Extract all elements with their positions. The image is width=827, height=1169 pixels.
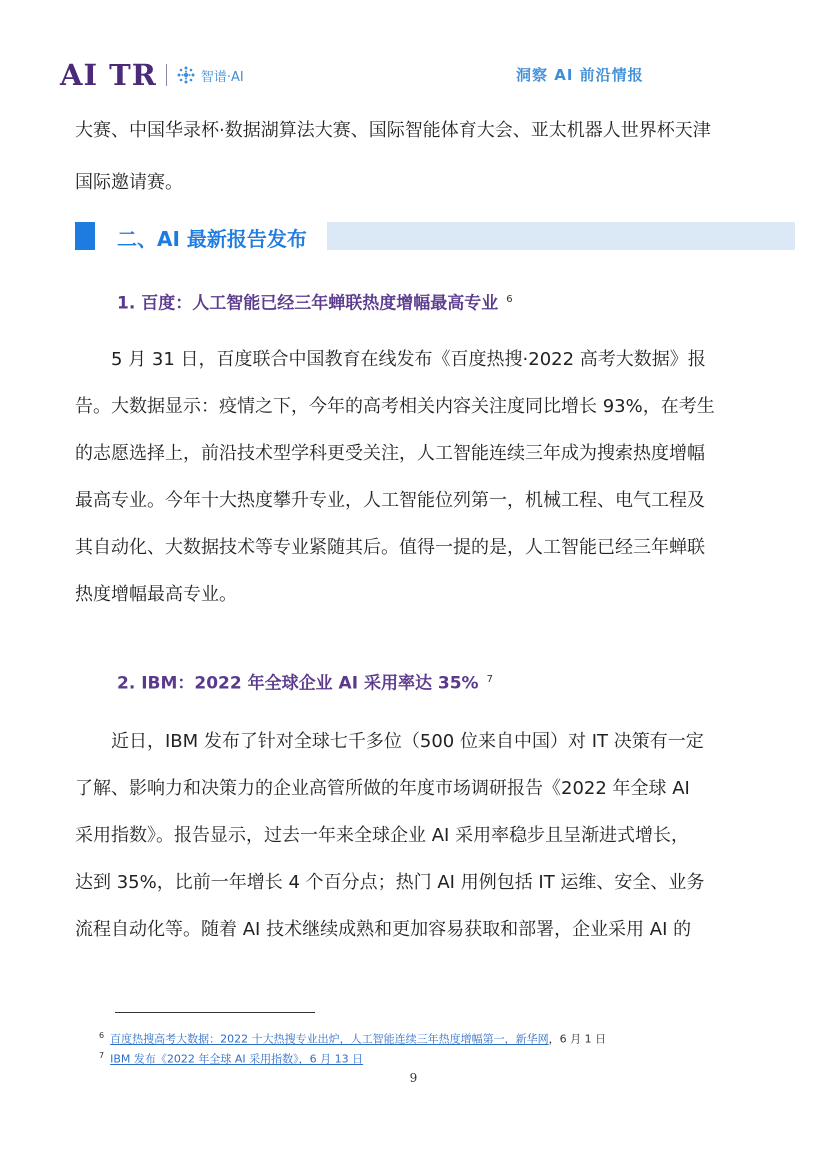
footnote-date: ，6 月 1 日 <box>548 1032 607 1046</box>
text-line: 国际邀请赛。 <box>75 172 183 193</box>
header-tagline: 洞察 AI 前沿情报 <box>516 66 644 84</box>
footnote-ref[interactable]: 6 <box>506 294 513 305</box>
text-line: 了解、影响力和决策力的企业高管所做的年度市场调研报告《2022 年全球 AI <box>75 778 690 799</box>
footnote-divider <box>115 1012 315 1013</box>
logo-sub <box>176 65 244 85</box>
text-line: 告。大数据显示：疫情之下，今年的高考相关内容关注度同比增长 93%，在考生 <box>75 396 715 417</box>
footnote-7 <box>99 1048 363 1068</box>
logo-divider <box>166 64 167 86</box>
logo-sub-text: 智谱·AI <box>200 69 244 85</box>
footnote-link[interactable]: IBM 发布《2022 年全球 AI 采用指数》，6 月 13 日 <box>110 1052 364 1066</box>
section-band <box>327 222 795 250</box>
footnote-number: 7 <box>99 1051 105 1060</box>
intro-paragraph <box>75 112 752 201</box>
section-title: 二、AI 最新报告发布 <box>117 227 307 251</box>
zhipu-logo-icon <box>176 65 196 85</box>
logo <box>60 58 244 92</box>
footnote-number: 6 <box>99 1031 105 1040</box>
footnote-ref[interactable]: 7 <box>486 674 493 685</box>
text-line: 采用指数》。报告显示，过去一年来全球企业 AI 采用率稳步且呈渐进式增长， <box>75 825 690 846</box>
footnote-link[interactable]: 百度热搜高考大数据：2022 十大热搜专业出炉，人工智能连续三年热度增幅第一，新华网 <box>110 1032 549 1046</box>
text-line: 最高专业。今年十大热度攀升专业，人工智能位列第一，机械工程、电气工程及 <box>75 490 705 511</box>
item-heading-baidu <box>117 288 513 316</box>
item-heading-text: 1. 百度：人工智能已经三年蝉联热度增幅最高专业 <box>117 293 499 314</box>
text-line: 大赛、中国华录杯·数据湖算法大赛、国际智能体育大会、亚太机器人世界杯天津 <box>75 120 711 141</box>
text-line: 5 月 31 日，百度联合中国教育在线发布《百度热搜·2022 高考大数据》报 <box>111 349 706 370</box>
text-line: 达到 35%，比前一年增长 4 个百分点；热门 AI 用例包括 IT 运维、安全、业务 <box>75 872 705 893</box>
text-line: 近日，IBM 发布了针对全球七千多位（500 位来自中国）对 IT 决策有一定 <box>111 731 704 752</box>
text-line: 的志愿选择上，前沿技术型学科更受关注，人工智能连续三年成为搜索热度增幅 <box>75 443 705 464</box>
section-marker <box>75 222 95 250</box>
item-heading-text: 2. IBM：2022 年全球企业 AI 采用率达 35% <box>117 673 479 694</box>
footnote-6 <box>99 1028 606 1048</box>
item-paragraph-baidu <box>75 341 752 613</box>
text-line: 流程自动化等。随着 AI 技术继续成熟和更加容易获取和部署，企业采用 AI 的 <box>75 919 692 940</box>
text-line: 热度增幅最高专业。 <box>75 584 237 605</box>
item-heading-ibm <box>117 668 493 696</box>
item-paragraph-ibm <box>75 723 752 948</box>
page-number: 9 <box>409 1071 418 1085</box>
logo-wordmark: AI TR <box>60 58 157 92</box>
text-line: 其自动化、大数据技术等专业紧随其后。值得一提的是，人工智能已经三年蝉联 <box>75 537 705 558</box>
